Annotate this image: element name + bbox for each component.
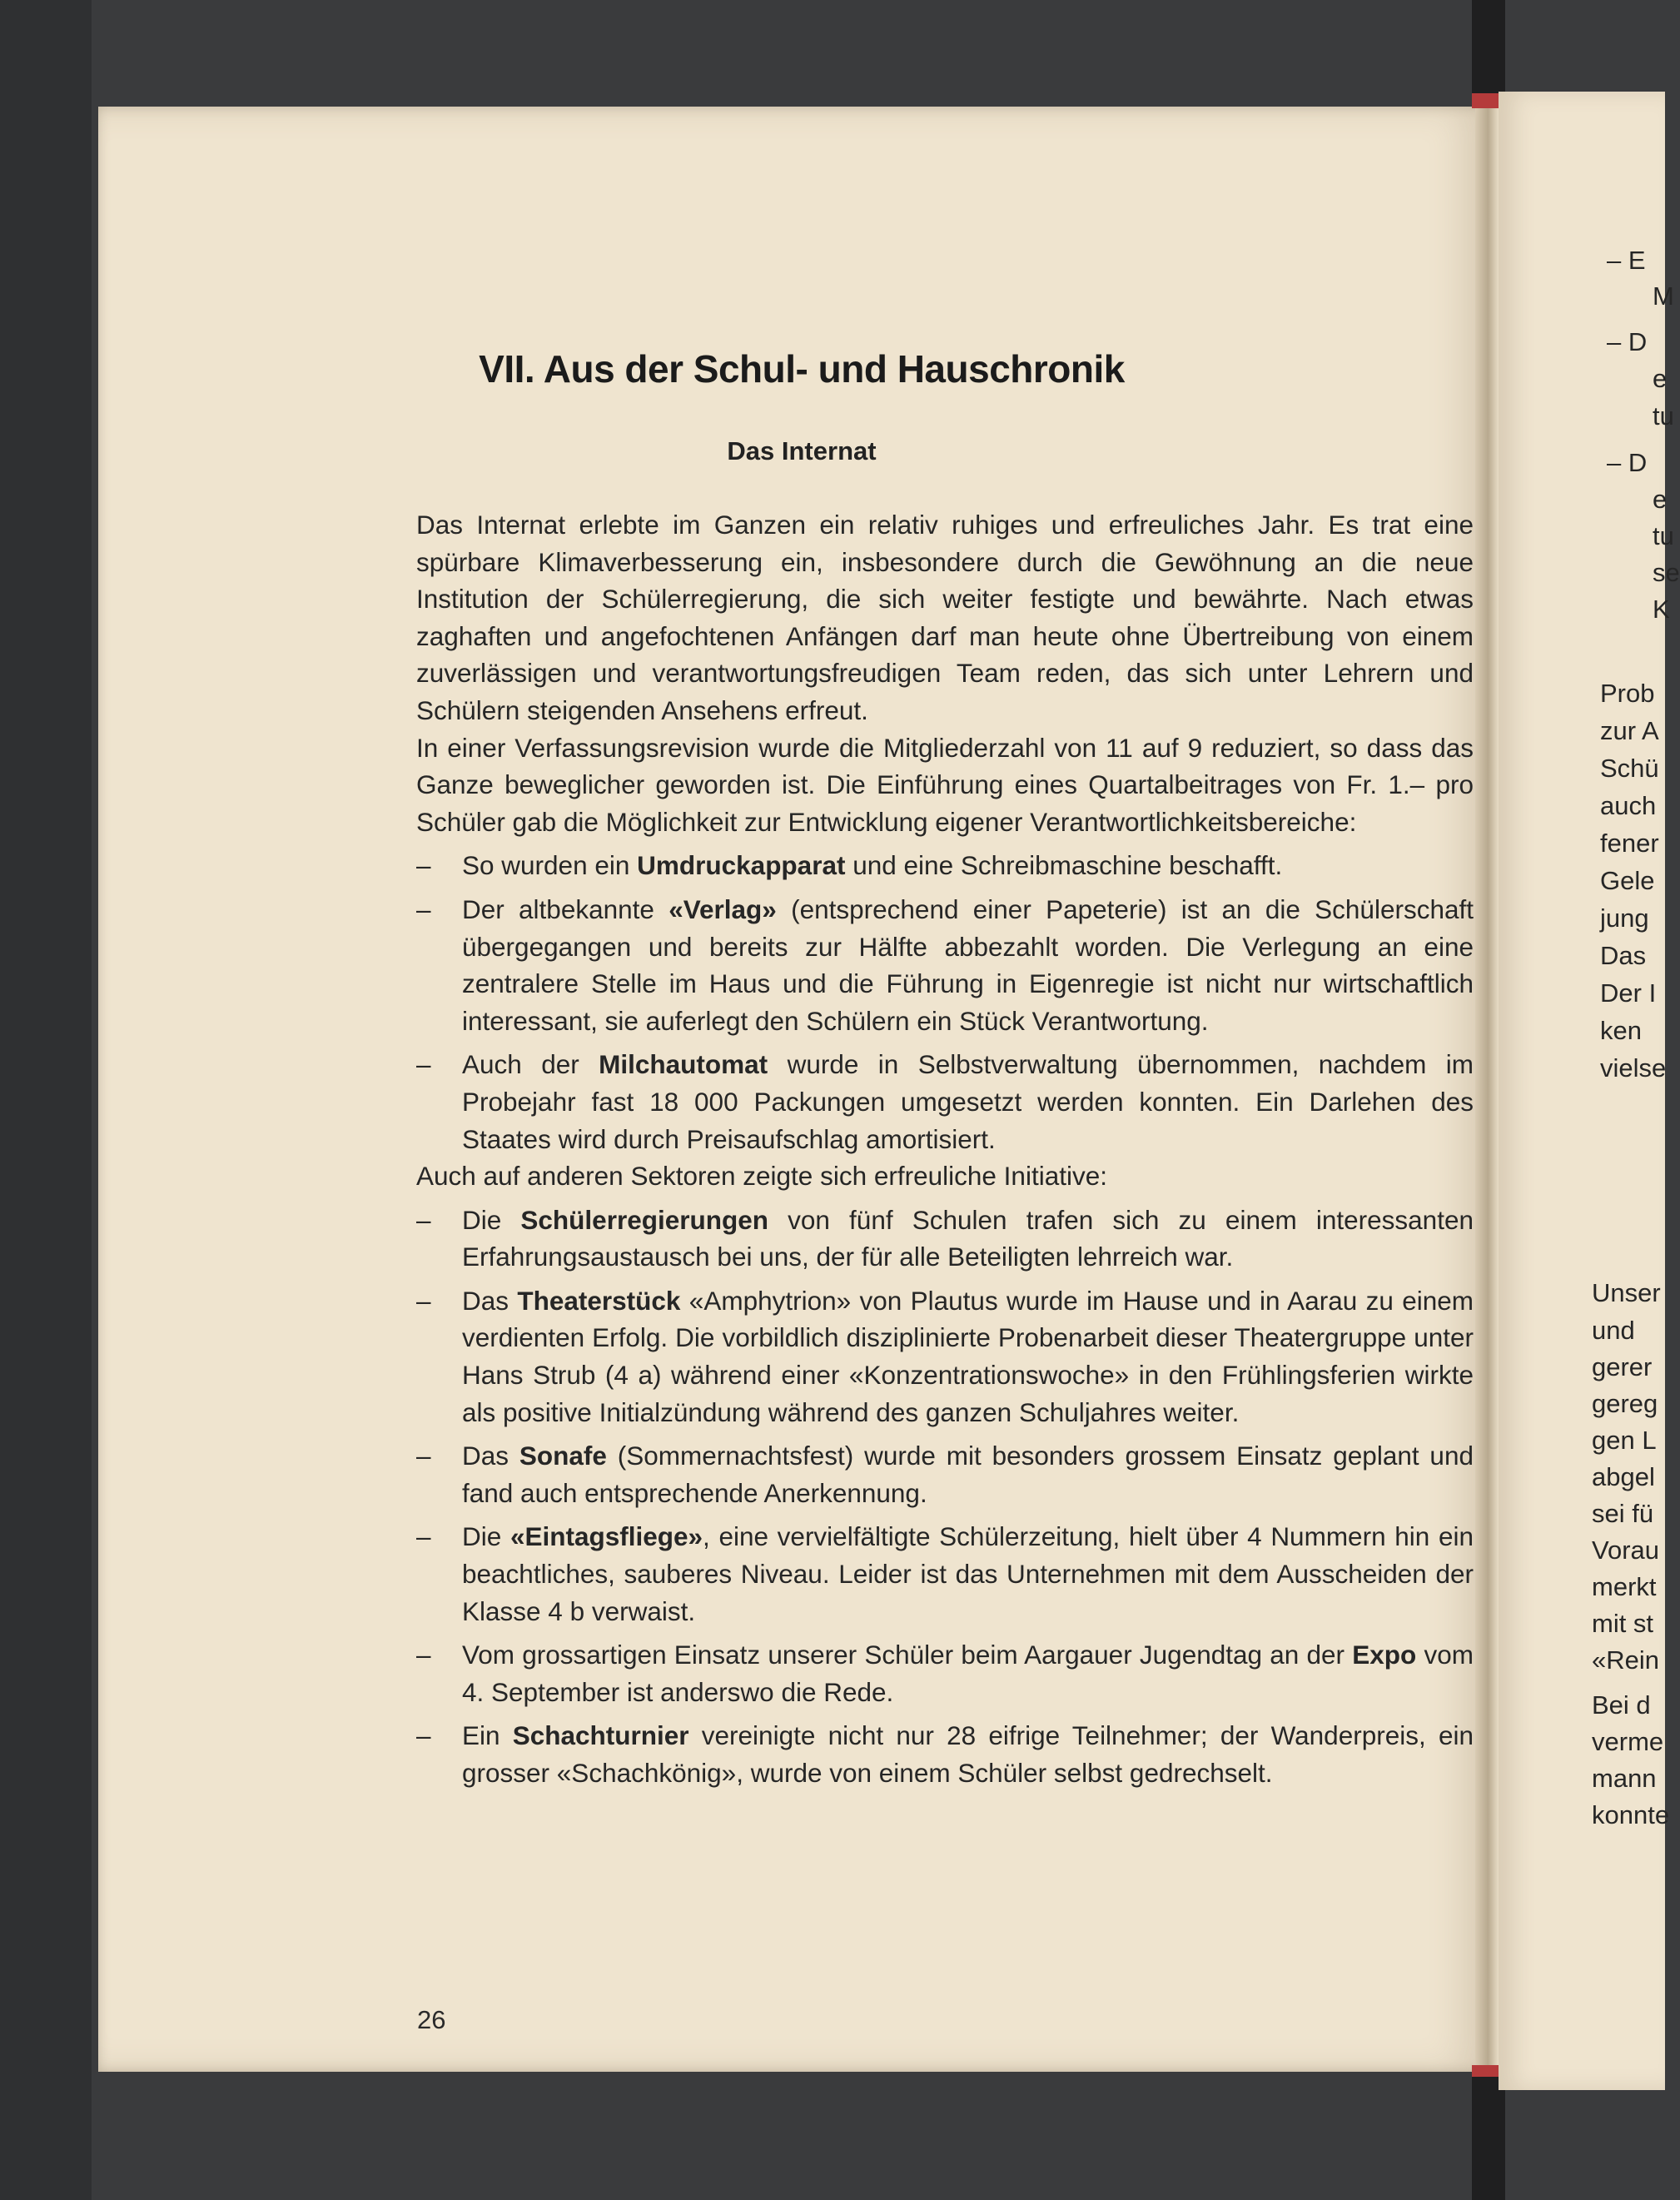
right-page-line: mit st (1592, 1609, 1654, 1638)
bold-term: Umdruckapparat (637, 850, 846, 881)
right-page-line: Bei d (1592, 1690, 1651, 1720)
list-item-schuelerregierungen: – Die Schülerregierungen von fünf Schulen trafen sich zu einem interessanten Erfahrungsaustausch bei uns, der für alle Beteiligten lehrreich war. (416, 1202, 1474, 1276)
right-page-line: Prob (1600, 679, 1655, 708)
right-page-line: e (1653, 485, 1668, 514)
right-page-line: Schü (1600, 754, 1659, 783)
body-text (416, 506, 1474, 1792)
right-page-line: ken (1600, 1016, 1642, 1045)
right-page-line: Vorau (1592, 1536, 1660, 1565)
right-page-line: se (1653, 558, 1680, 587)
right-page-line: Das (1600, 941, 1647, 970)
right-page-line: Unser (1592, 1278, 1661, 1307)
dash-bullet: – (416, 1521, 431, 1552)
right-page-line: Der I (1600, 978, 1657, 1008)
list-item-sonafe: – Das Sonafe (Sommernachtsfest) wurde mit besonders grossem Einsatz geplant und fand auch entsprechende Anerkennung. (416, 1437, 1474, 1511)
paragraph-verfassungsrevision: In einer Verfassungsrevision wurde die Mitgliederzahl von 11 auf 9 reduziert, so dass das Ganze beweglicher geworden ist. Die Einführung eines Quartalbeitrages von Fr. 1.– pro Schüler gab die Möglichkeit zur Entwicklung eigener Verantwortlichkeitsbereiche: (416, 732, 1474, 837)
right-page-line: tu (1653, 401, 1674, 431)
right-page-line: M (1653, 281, 1674, 311)
dash-bullet: – (416, 1441, 431, 1471)
right-page-line: vielse (1600, 1053, 1667, 1083)
list-item-umdruckapparat: – So wurden ein Umdruckapparat und eine Schreibmaschine beschafft. (416, 847, 1474, 884)
left-page (98, 107, 1487, 2072)
paragraph-internat-intro: Das Internat erlebte im Ganzen ein relativ ruhiges und erfreuliches Jahr. Es trat eine spürbare Klimaverbesserung ein, insbesondere durch die Gewöhnung an die neue Institution der Schülerregierung, die sich weiter festigte und bewährte. Nach etwas zaghaften und angefochtenen Anfängen darf man heute ohne Übertreibung von einem zuverlässigen und verantwortungsfreudigen Team reden, das sich unter Lehrern und Schülern steigenden Ansehens erfreut. (416, 510, 1474, 725)
list-item-eintagsfliege: – Die «Eintagsfliege», eine vervielfältigte Schülerzeitung, hielt über 4 Nummern hin ein beachtliches, sauberes Niveau. Leider ist das Unternehmen mit dem Ausscheiden der Klasse 4 b verwaist. (416, 1518, 1474, 1630)
bold-term: Theaterstück (517, 1285, 681, 1316)
right-page-line: gereg (1592, 1389, 1658, 1418)
scan-background (0, 0, 92, 2200)
page-number: 26 (417, 2005, 446, 2034)
list-item-verlag: – Der altbekannte «Verlag» (entsprechend einer Papeterie) ist an die Schülerschaft übergegangen und bereits zur Hälfte abbezahlt worden. Die Verlegung an eine zentralere Stelle im Haus und die Führung in Eigenregie ist nicht nur wirtschaftlich interessant, sie auferlegt den Schülern ein Stück Verantwortung. (416, 891, 1474, 1039)
right-page-line: zur A (1600, 716, 1659, 745)
right-page-line: K (1653, 595, 1670, 624)
right-page-line: mann (1592, 1764, 1657, 1793)
bold-term: Schülerregierungen (520, 1204, 768, 1235)
right-page-line: konnte (1592, 1800, 1670, 1829)
right-page-line: – D (1607, 327, 1648, 356)
dash-bullet: – (416, 1720, 431, 1751)
right-page-line: merkt (1592, 1572, 1657, 1601)
right-page-line: und (1592, 1316, 1635, 1345)
bold-term: Expo (1352, 1640, 1417, 1670)
bold-term: Sonafe (519, 1441, 607, 1471)
paragraph-initiative: Auch auf anderen Sektoren zeigte sich erfreuliche Initiative: (416, 1161, 1107, 1192)
right-page-line: Gele (1600, 866, 1655, 895)
right-page-line: auch (1600, 791, 1657, 820)
right-page-line: gerer (1592, 1352, 1653, 1381)
right-page-line: «Rein (1592, 1645, 1659, 1675)
right-page-line: tu (1653, 521, 1674, 550)
dash-bullet: – (416, 1204, 431, 1235)
right-page-line: jung (1600, 903, 1649, 933)
section-subheading: Das Internat (727, 436, 877, 465)
dash-bullet: – (416, 1285, 431, 1316)
right-page-line: e (1653, 364, 1668, 393)
list-item-schachturnier: – Ein Schachturnier vereinigte nicht nur 28 eifrige Teilnehmer; der Wanderpreis, ein grosser «Schachkönig», wurde von einem Schüler selbst gedrechselt. (416, 1717, 1474, 1791)
right-page-line: fener (1600, 829, 1659, 858)
bold-term: Milchautomat (599, 1049, 768, 1080)
right-page-line: sei fü (1592, 1499, 1654, 1528)
dash-bullet: – (416, 850, 431, 881)
chapter-heading: VII. Aus der Schul- und Hauschronik (479, 347, 1125, 391)
book-gutter (1475, 92, 1499, 2090)
right-page-line: verme (1592, 1727, 1664, 1756)
dash-bullet: – (416, 1049, 431, 1080)
right-page-line: – E (1607, 246, 1646, 275)
bold-term: «Verlag» (669, 893, 777, 924)
right-page-line: abgel (1592, 1462, 1655, 1491)
bold-term: «Eintagsfliege» (509, 1521, 703, 1552)
dash-bullet: – (416, 1640, 431, 1670)
list-item-milchautomat: – Auch der Milchautomat wurde in Selbstverwaltung übernommen, nachdem im Probejahr fast 18 000 Packungen umgesetzt werden konnten. Ein Darlehen des Staates wird durch Preisaufschlag amortisiert. (416, 1046, 1474, 1157)
list-item-theaterstueck: – Das Theaterstück «Amphytrion» von Plautus wurde im Hause und in Aarau zu einem verdienten Erfolg. Die vorbildlich disziplinierte Probenarbeit dieser Theatergruppe unter Hans Strub (4 a) während einer «Konzentrationswoche» in den Frühlingsferien wirkte als positive Initialzündung während des ganzen Schuljahres weiter. (416, 1282, 1474, 1431)
bold-term: Schachturnier (512, 1720, 689, 1751)
right-page-line: gen L (1592, 1426, 1657, 1455)
right-page-line: – D (1607, 448, 1648, 477)
dash-bullet: – (416, 893, 431, 924)
right-page-fragment (1499, 92, 1680, 2090)
list-item-expo: – Vom grossartigen Einsatz unserer Schüler beim Aargauer Jugendtag an der Expo vom 4. September ist anderswo die Rede. (416, 1636, 1474, 1710)
